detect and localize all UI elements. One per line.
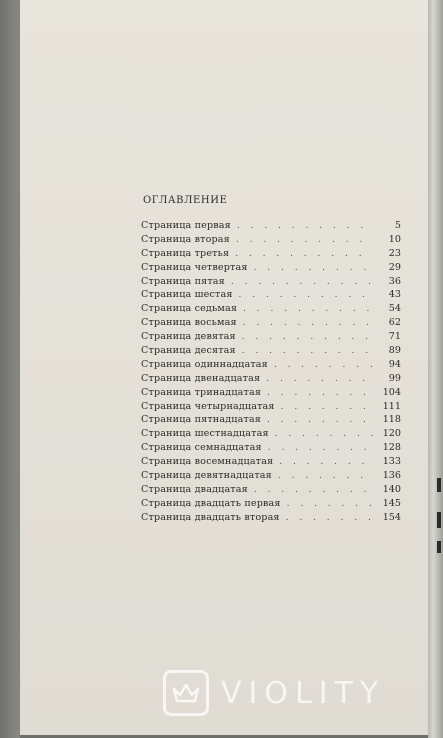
- toc-entry: [141, 441, 401, 455]
- toc-entry: [141, 302, 401, 316]
- toc-entry-title: Страница двадцать вторая: [141, 511, 280, 523]
- page-right-edge: [428, 0, 443, 738]
- toc-entry-page: 120: [382, 428, 401, 440]
- toc-entry-title: Страница седьмая: [141, 303, 238, 315]
- watermark-text: VIOLITY: [221, 675, 386, 711]
- toc-entry-title: Страница восьмая: [141, 317, 237, 329]
- toc-leader-dots: [261, 414, 373, 428]
- toc-entry: [141, 261, 401, 275]
- toc-leader-dots: [269, 428, 373, 442]
- toc-entry: [141, 358, 401, 372]
- toc-entry: [141, 483, 401, 497]
- toc-list: [141, 219, 401, 525]
- toc-leader-dots: [260, 373, 373, 387]
- toc-entry-title: Страница одиннадцатая: [141, 358, 268, 370]
- toc-entry-title: Страница четырнадцатая: [141, 400, 275, 412]
- toc-leader-dots: [231, 220, 373, 234]
- toc-entry-page: 128: [382, 442, 401, 454]
- toc-entry-page: 71: [388, 331, 401, 343]
- toc-entry-title: Страница девятая: [141, 331, 236, 343]
- toc-entry-page: 99: [388, 372, 401, 384]
- toc-entry-title: Страница восемнадцатая: [141, 456, 274, 468]
- toc-leader-dots: [233, 289, 373, 303]
- toc-leader-dots: [237, 303, 373, 317]
- adjacent-page-mark: [437, 478, 441, 492]
- toc-entry-page: 118: [382, 414, 401, 426]
- toc-entry-page: 5: [394, 220, 401, 231]
- toc-entry-page: 154: [382, 511, 401, 523]
- toc-entry-title: Страница семнадцатая: [141, 442, 262, 454]
- toc-entry-page: 10: [388, 233, 401, 245]
- toc-entry-title: Страница шестнадцатая: [141, 428, 269, 440]
- toc-leader-dots: [273, 456, 373, 470]
- toc-entry-title: Страница двенадцатая: [141, 372, 261, 384]
- toc-entry: [141, 400, 401, 414]
- toc-entry-page: 111: [382, 400, 401, 412]
- left-shadow: [0, 0, 22, 738]
- toc-leader-dots: [272, 470, 373, 484]
- toc-entry: [141, 372, 401, 386]
- toc-entry-page: 133: [382, 456, 401, 468]
- toc-entry: [141, 455, 401, 469]
- toc-leader-dots: [229, 248, 373, 262]
- toc-entry-page: 43: [388, 289, 401, 301]
- toc-entry-title: Страница пятая: [141, 275, 225, 287]
- toc-entry-page: 54: [388, 303, 401, 315]
- toc-entry-title: Страница шестая: [141, 289, 233, 301]
- toc-entry: [141, 288, 401, 302]
- toc-entry-page: 145: [382, 497, 401, 509]
- crown-logo-icon: [163, 670, 209, 716]
- toc-leader-dots: [280, 512, 373, 526]
- toc-entry-title: Страница первая: [141, 220, 231, 231]
- toc-leader-dots: [262, 442, 373, 456]
- adjacent-page-mark: [437, 512, 441, 528]
- toc-entry: [141, 497, 401, 511]
- toc-entry: [141, 511, 401, 525]
- toc-entry: [141, 469, 401, 483]
- toc-entry-title: Страница вторая: [141, 233, 230, 245]
- toc-entry: [141, 344, 401, 358]
- toc-entry: [141, 427, 401, 441]
- toc-entry-title: Страница десятая: [141, 345, 236, 357]
- toc-leader-dots: [248, 262, 373, 276]
- toc-entry-title: Страница двадцатая: [141, 483, 248, 495]
- toc-entry-title: Страница тринадцатая: [141, 386, 262, 398]
- toc-leader-dots: [236, 331, 373, 345]
- toc-entry-page: 62: [388, 317, 401, 329]
- adjacent-page-mark: [437, 541, 441, 553]
- toc-entry: [141, 316, 401, 330]
- toc-leader-dots: [268, 359, 373, 373]
- toc-entry-title: Страница третья: [141, 247, 230, 259]
- toc-entry: [141, 330, 401, 344]
- toc-leader-dots: [236, 345, 373, 359]
- toc-leader-dots: [248, 484, 373, 498]
- toc-entry: [141, 413, 401, 427]
- table-of-contents: [141, 195, 401, 525]
- toc-entry-page: 23: [388, 247, 401, 259]
- toc-entry-page: 29: [388, 261, 401, 273]
- toc-leader-dots: [225, 276, 373, 290]
- toc-entry-page: 36: [388, 275, 401, 287]
- toc-entry-title: Страница двадцать первая: [141, 497, 281, 509]
- toc-entry-page: 89: [388, 345, 401, 357]
- book-page: [20, 0, 428, 735]
- toc-leader-dots: [237, 317, 373, 331]
- toc-entry-title: Страница девятнадцатая: [141, 470, 272, 482]
- toc-entry-page: 104: [382, 386, 401, 398]
- toc-heading: ОГЛАВЛЕНИЕ: [143, 195, 228, 206]
- toc-leader-dots: [275, 401, 373, 415]
- toc-entry: [141, 386, 401, 400]
- toc-entry-page: 94: [388, 358, 401, 370]
- toc-leader-dots: [261, 387, 373, 401]
- toc-entry: [141, 247, 401, 261]
- toc-leader-dots: [230, 234, 373, 248]
- watermark: [163, 668, 385, 718]
- toc-entry: [141, 233, 401, 247]
- toc-entry: [141, 275, 401, 289]
- toc-leader-dots: [281, 498, 373, 512]
- toc-entry-page: 140: [382, 483, 401, 495]
- toc-entry: [141, 219, 401, 233]
- toc-entry-title: Страница четвертая: [141, 261, 248, 273]
- toc-entry-page: 136: [382, 470, 401, 482]
- toc-entry-title: Страница пятнадцатая: [141, 414, 261, 426]
